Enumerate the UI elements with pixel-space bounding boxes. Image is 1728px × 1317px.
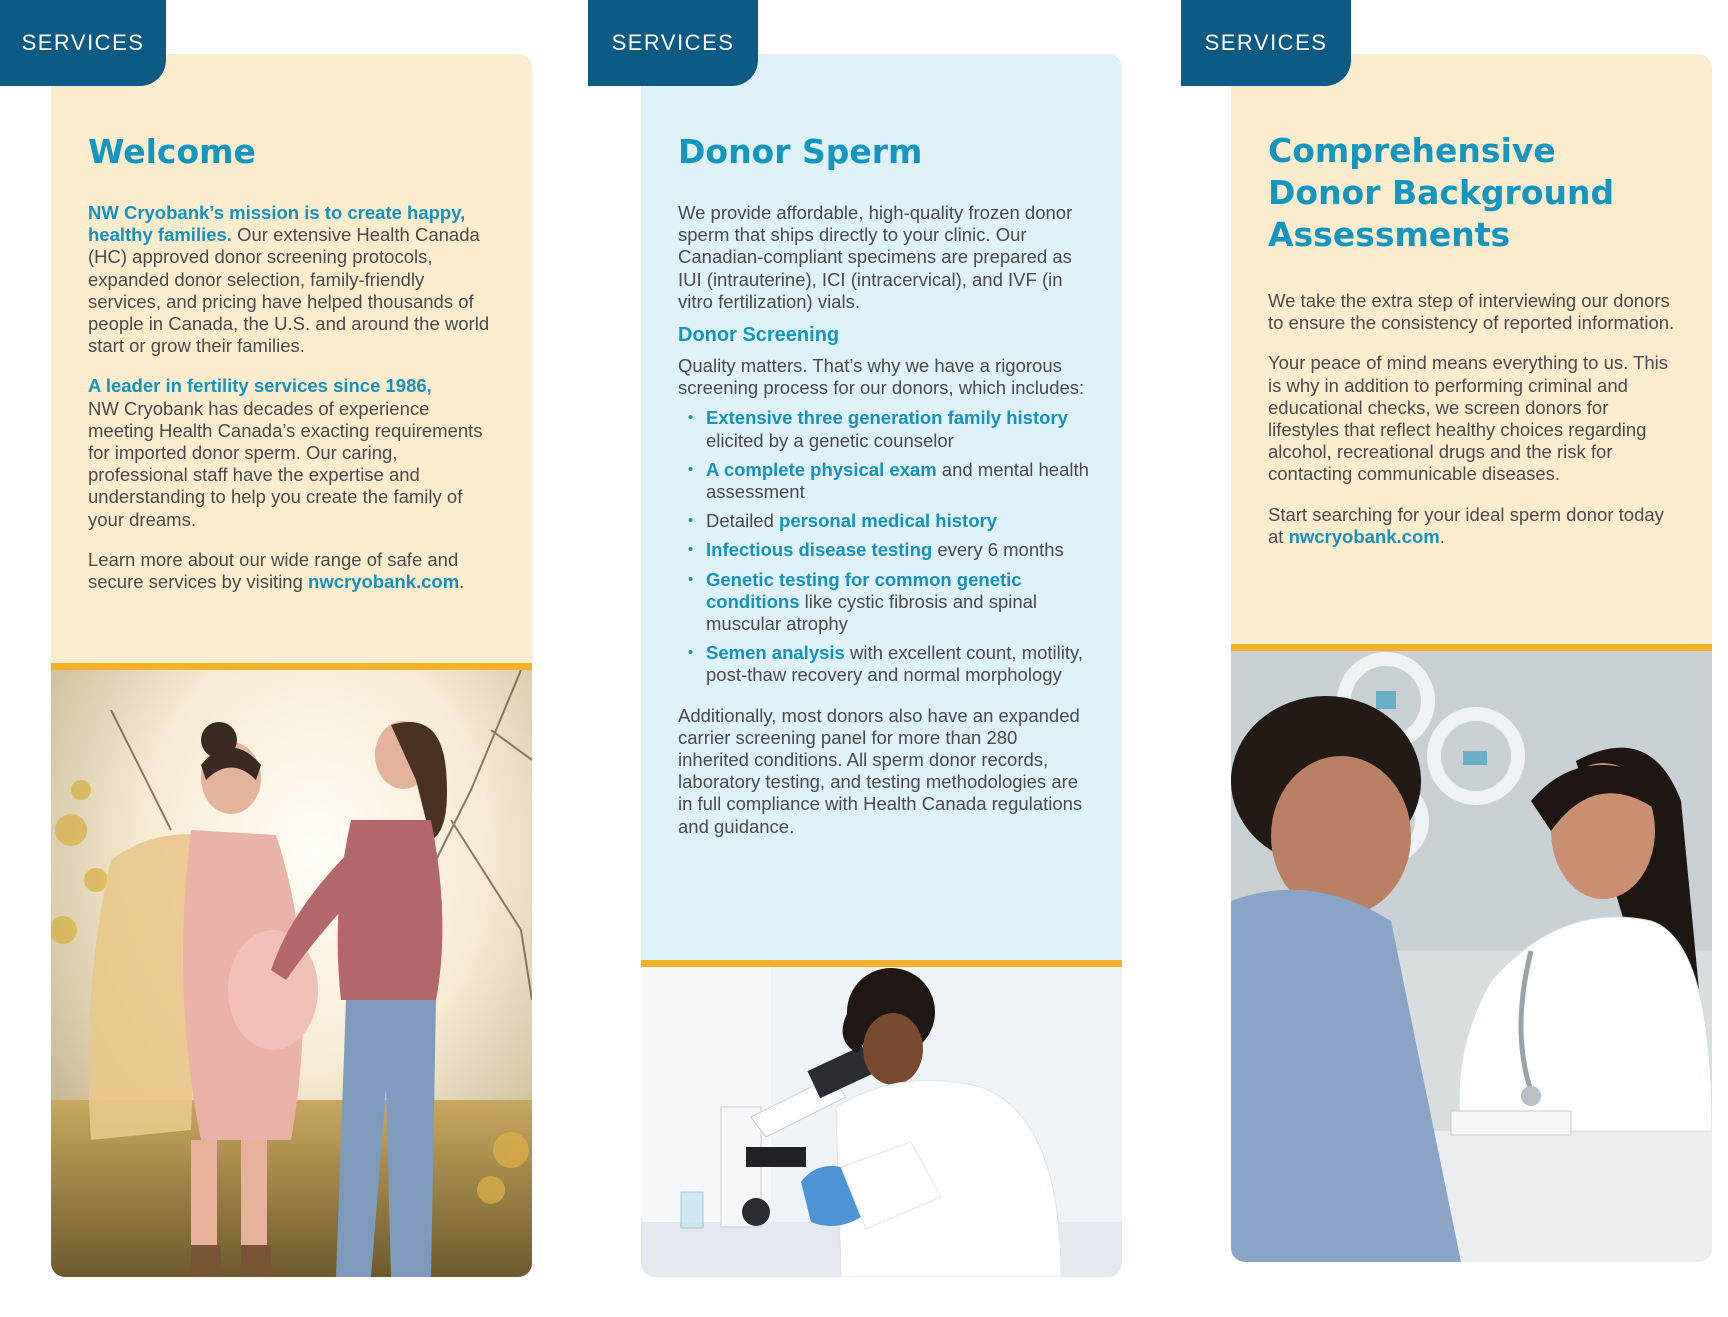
welcome-title: Welcome	[88, 132, 256, 171]
item-highlight: A complete physical exam	[706, 458, 937, 480]
item-text: and mental health assessment	[706, 458, 1089, 503]
item-text: with excellent count, motility, post-thaw recovery and normal morphology	[706, 642, 1084, 686]
item-highlight: Semen analysis	[706, 642, 845, 664]
couple-photo	[51, 670, 532, 1277]
title-line: Comprehensive	[1268, 131, 1556, 170]
donor-intro-paragraph: We provide affordable, high-quality frozen donor sperm that ships directly to your clinic. Our Canadian-compliant specimens are prepared as IUI (intrauterine), ICI (intracervical), and IVF (in vitro fertilization) vials.	[678, 202, 1073, 312]
donor-sperm-title: Donor Sperm	[678, 132, 923, 171]
bullet-icon: •	[688, 409, 694, 427]
nwcryobank-link[interactable]: nwcryobank.com	[1288, 525, 1440, 547]
welcome-leader-paragraph	[88, 375, 496, 530]
learn-more-text: Learn more about our wide range of safe and secure services by visiting	[88, 548, 459, 593]
mission-highlight: NW Cryobank’s mission is to create happy, healthy families.	[88, 202, 466, 246]
lab-scientist-photo	[641, 967, 1122, 1277]
screening-list	[678, 407, 1092, 686]
services-tab-2	[588, 0, 758, 86]
bullet-icon: •	[688, 512, 694, 530]
item-text: Detailed	[706, 510, 780, 532]
background-content	[1231, 54, 1712, 644]
start-searching-text: Start searching for your ideal sperm donor today at	[1268, 503, 1664, 547]
list-item	[678, 539, 1092, 561]
start-searching-end: .	[1439, 525, 1445, 547]
carrier-screening-paragraph: Additionally, most donors also have an expanded carrier screening panel for more than 280 inherited conditions. All sperm donor records, laboratory testing, and testing methodologies are in full compliance with Health Canada regulations and guidance.	[678, 704, 1083, 837]
leader-body: NW Cryobank has decades of experience meeting Health Canada’s exacting requirements for imported donor sperm. Our caring, professional staff have the expertise and understanding to help you create the family of your dreams.	[88, 397, 483, 530]
list-item	[678, 642, 1092, 686]
item-text: elicited by a genetic counselor	[706, 429, 954, 451]
accent-rule	[641, 960, 1122, 967]
accent-rule	[1231, 644, 1712, 651]
services-tab-1	[0, 0, 166, 86]
interview-paragraph: We take the extra step of interviewing our donors to ensure the consistency of reported information.	[1268, 290, 1675, 334]
bullet-icon: •	[688, 570, 694, 588]
welcome-panel	[51, 54, 532, 1277]
nwcryobank-link[interactable]: nwcryobank.com	[308, 571, 460, 593]
donor-screening-subhead: Donor Screening	[678, 324, 840, 347]
services-tab-label: SERVICES	[21, 30, 145, 55]
accent-rule	[51, 663, 532, 670]
list-item	[678, 459, 1092, 503]
services-tab-3	[1181, 0, 1351, 86]
leader-highlight: A leader in fertility services since 1986,	[88, 375, 432, 397]
background-assessments-panel	[1231, 54, 1712, 1262]
list-item	[678, 510, 1092, 532]
services-tab-label: SERVICES	[1204, 30, 1328, 55]
item-highlight: Genetic testing for common genetic conditions	[706, 568, 1022, 612]
mission-body: Our extensive Health Canada (HC) approved donor screening protocols, expanded donor selection, family-friendly services, and pricing have helped thousands of people in Canada, the U.S. and around the world start or grow their families.	[88, 224, 490, 357]
item-text: like cystic fibrosis and spinal muscular atrophy	[706, 590, 1038, 635]
welcome-learn-more-paragraph	[88, 549, 496, 593]
learn-more-end: .	[459, 571, 465, 593]
bullet-icon: •	[688, 460, 694, 478]
title-line: Assessments	[1268, 215, 1511, 254]
peace-of-mind-paragraph: Your peace of mind means everything to us. This is why in addition to performing criminal and educational checks, we screen donors for lifestyles that reflect healthy choices regarding alcohol, recreational drugs and the risk for contacting communicable diseases.	[1268, 352, 1669, 485]
background-title	[1268, 130, 1676, 256]
bullet-icon: •	[688, 644, 694, 662]
start-searching-paragraph	[1268, 504, 1676, 548]
services-tab-label: SERVICES	[611, 30, 735, 55]
list-item	[678, 569, 1092, 636]
welcome-content	[51, 54, 532, 664]
item-highlight: Infectious disease testing	[706, 539, 933, 561]
title-line: Donor Background	[1268, 173, 1615, 212]
donor-sperm-content	[641, 54, 1122, 960]
bullet-icon: •	[688, 541, 694, 559]
item-text: every 6 months	[932, 539, 1064, 561]
item-highlight: Extensive three generation family history	[706, 407, 1068, 429]
donor-sperm-panel	[641, 54, 1122, 1277]
screening-intro-paragraph: Quality matters. That’s why we have a rigorous screening process for our donors, which includes:	[678, 355, 1085, 399]
list-item	[678, 407, 1092, 451]
doctor-consultation-photo	[1231, 651, 1712, 1262]
item-highlight: personal medical history	[779, 510, 997, 532]
welcome-mission-paragraph	[88, 202, 496, 357]
